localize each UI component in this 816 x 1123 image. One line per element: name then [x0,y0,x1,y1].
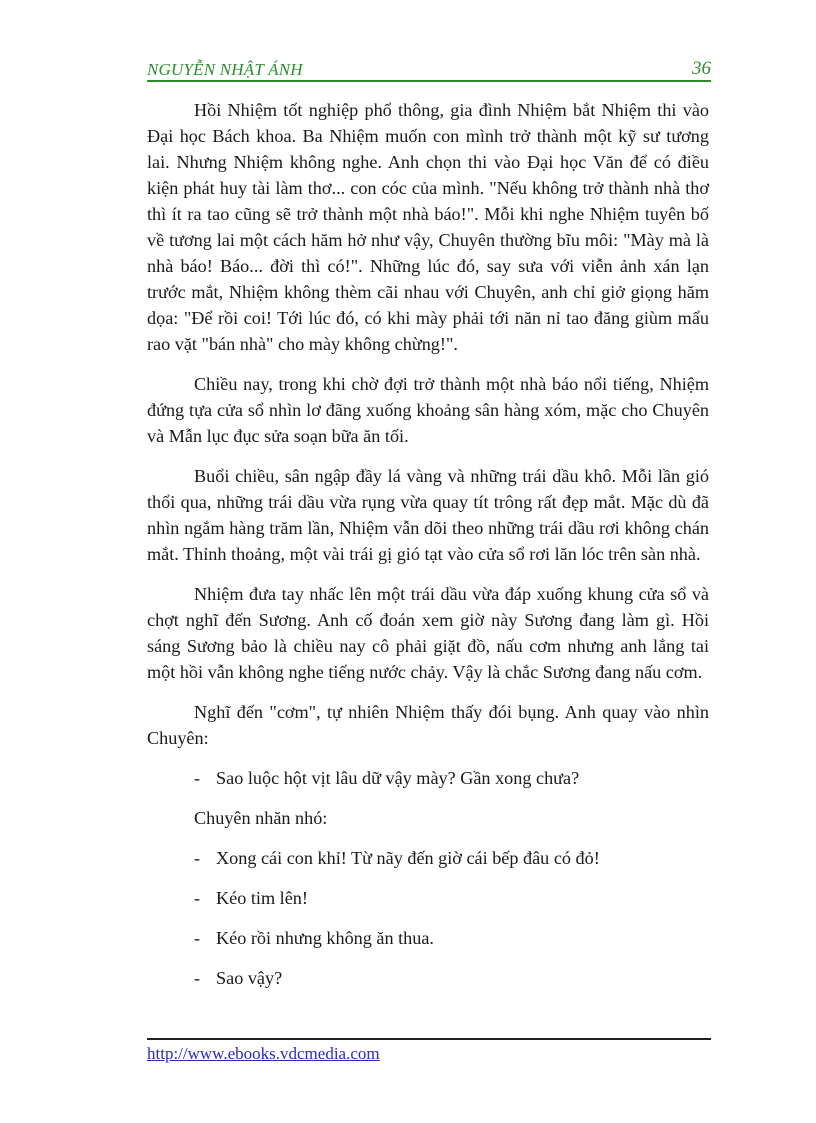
dialogue-line [147,845,709,871]
page-number: 36 [692,58,711,79]
dialogue-text: Kéo rồi nhưng không ăn thua. [216,928,434,948]
dialogue-text: Kéo tim lên! [216,888,308,908]
paragraph: Hồi Nhiệm tốt nghiệp phổ thông, gia đình Nhiệm bắt Nhiệm thi vào Đại học Bách khoa. Ba Nhiệm muốn con mình trở thành một kỹ sư tương lai. Nhưng Nhiệm không nghe. Anh chọn thi vào Đại học Văn để có điều kiện phát huy tài làm thơ... con cóc của mình. "Nếu không trở thành nhà thơ thì ít ra tao cũng sẽ trở thành một nhà báo!". Mỗi khi nghe Nhiệm tuyên bố về tương lai một cách hăm hở như vậy, Chuyên thường bĩu môi: "Mày mà là nhà báo! Báo... đời thì có!". Những lúc đó, say sưa với viễn ảnh xán lạn trước mắt, Nhiệm không thèm cãi nhau với Chuyên, anh chỉ giở giọng hăm dọa: "Để rồi coi! Tới lúc đó, có khi mày phải tới năn nỉ tao đăng giùm mẩu rao vặt "bán nhà" cho mày không chừng!". [147,100,709,354]
dialogue-dash: - [194,848,201,868]
dialogue-line [147,885,709,911]
dialogue-dash: - [194,968,201,988]
dialogue-dash: - [194,768,201,788]
dialogue-dash: - [194,928,201,948]
dialogue-line [147,965,709,991]
dialogue-line [147,765,709,791]
paragraph: Nhiệm đưa tay nhấc lên một trái dầu vừa đáp xuống khung cửa sổ và chợt nghĩ đến Sương. Anh cố đoán xem giờ này Sương đang làm gì. Hồi sáng Sương bảo là chiều nay cô phải giặt đồ, nấu cơm nhưng anh lắng tai một hồi vẫn không nghe tiếng nước chảy. Vậy là chắc Sương đang nấu cơm. [147,584,709,682]
footer-divider [147,1038,711,1040]
dialogue-text: Xong cái con khỉ! Từ nãy đến giờ cái bếp đâu có đỏ! [216,848,600,868]
page-body [147,97,709,1005]
footer-link[interactable]: http://www.ebooks.vdcmedia.com [147,1044,380,1063]
header-author: NGUYỄN NHẬT ÁNH [147,60,303,79]
paragraph: Nghĩ đến "cơm", tự nhiên Nhiệm thấy đói bụng. Anh quay vào nhìn Chuyên: [147,702,709,748]
page-header [147,58,711,82]
dialogue-dash: - [194,888,201,908]
narration-line: Chuyên nhăn nhó: [194,808,328,828]
paragraph: Buổi chiều, sân ngập đầy lá vàng và những trái dầu khô. Mỗi lần gió thổi qua, những trái dầu vừa rụng vừa quay tít trông rất đẹp mắt. Mặc dù đã nhìn ngắm hàng trăm lần, Nhiệm vẫn dõi theo những trái dầu rơi không chán mắt. Thỉnh thoảng, một vài trái gị gió tạt vào cửa sổ rơi lăn lóc trên sàn nhà. [147,466,709,564]
dialogue-text: Sao luộc hột vịt lâu dữ vậy mày? Gần xong chưa? [216,768,580,788]
dialogue-text: Sao vậy? [216,968,283,988]
paragraph: Chiều nay, trong khi chờ đợi trở thành một nhà báo nổi tiếng, Nhiệm đứng tựa cửa sổ nhìn lơ đãng xuống khoảng sân hàng xóm, mặc cho Chuyên và Mẫn lục đục sửa soạn bữa ăn tối. [147,374,709,446]
dialogue-line [147,925,709,951]
